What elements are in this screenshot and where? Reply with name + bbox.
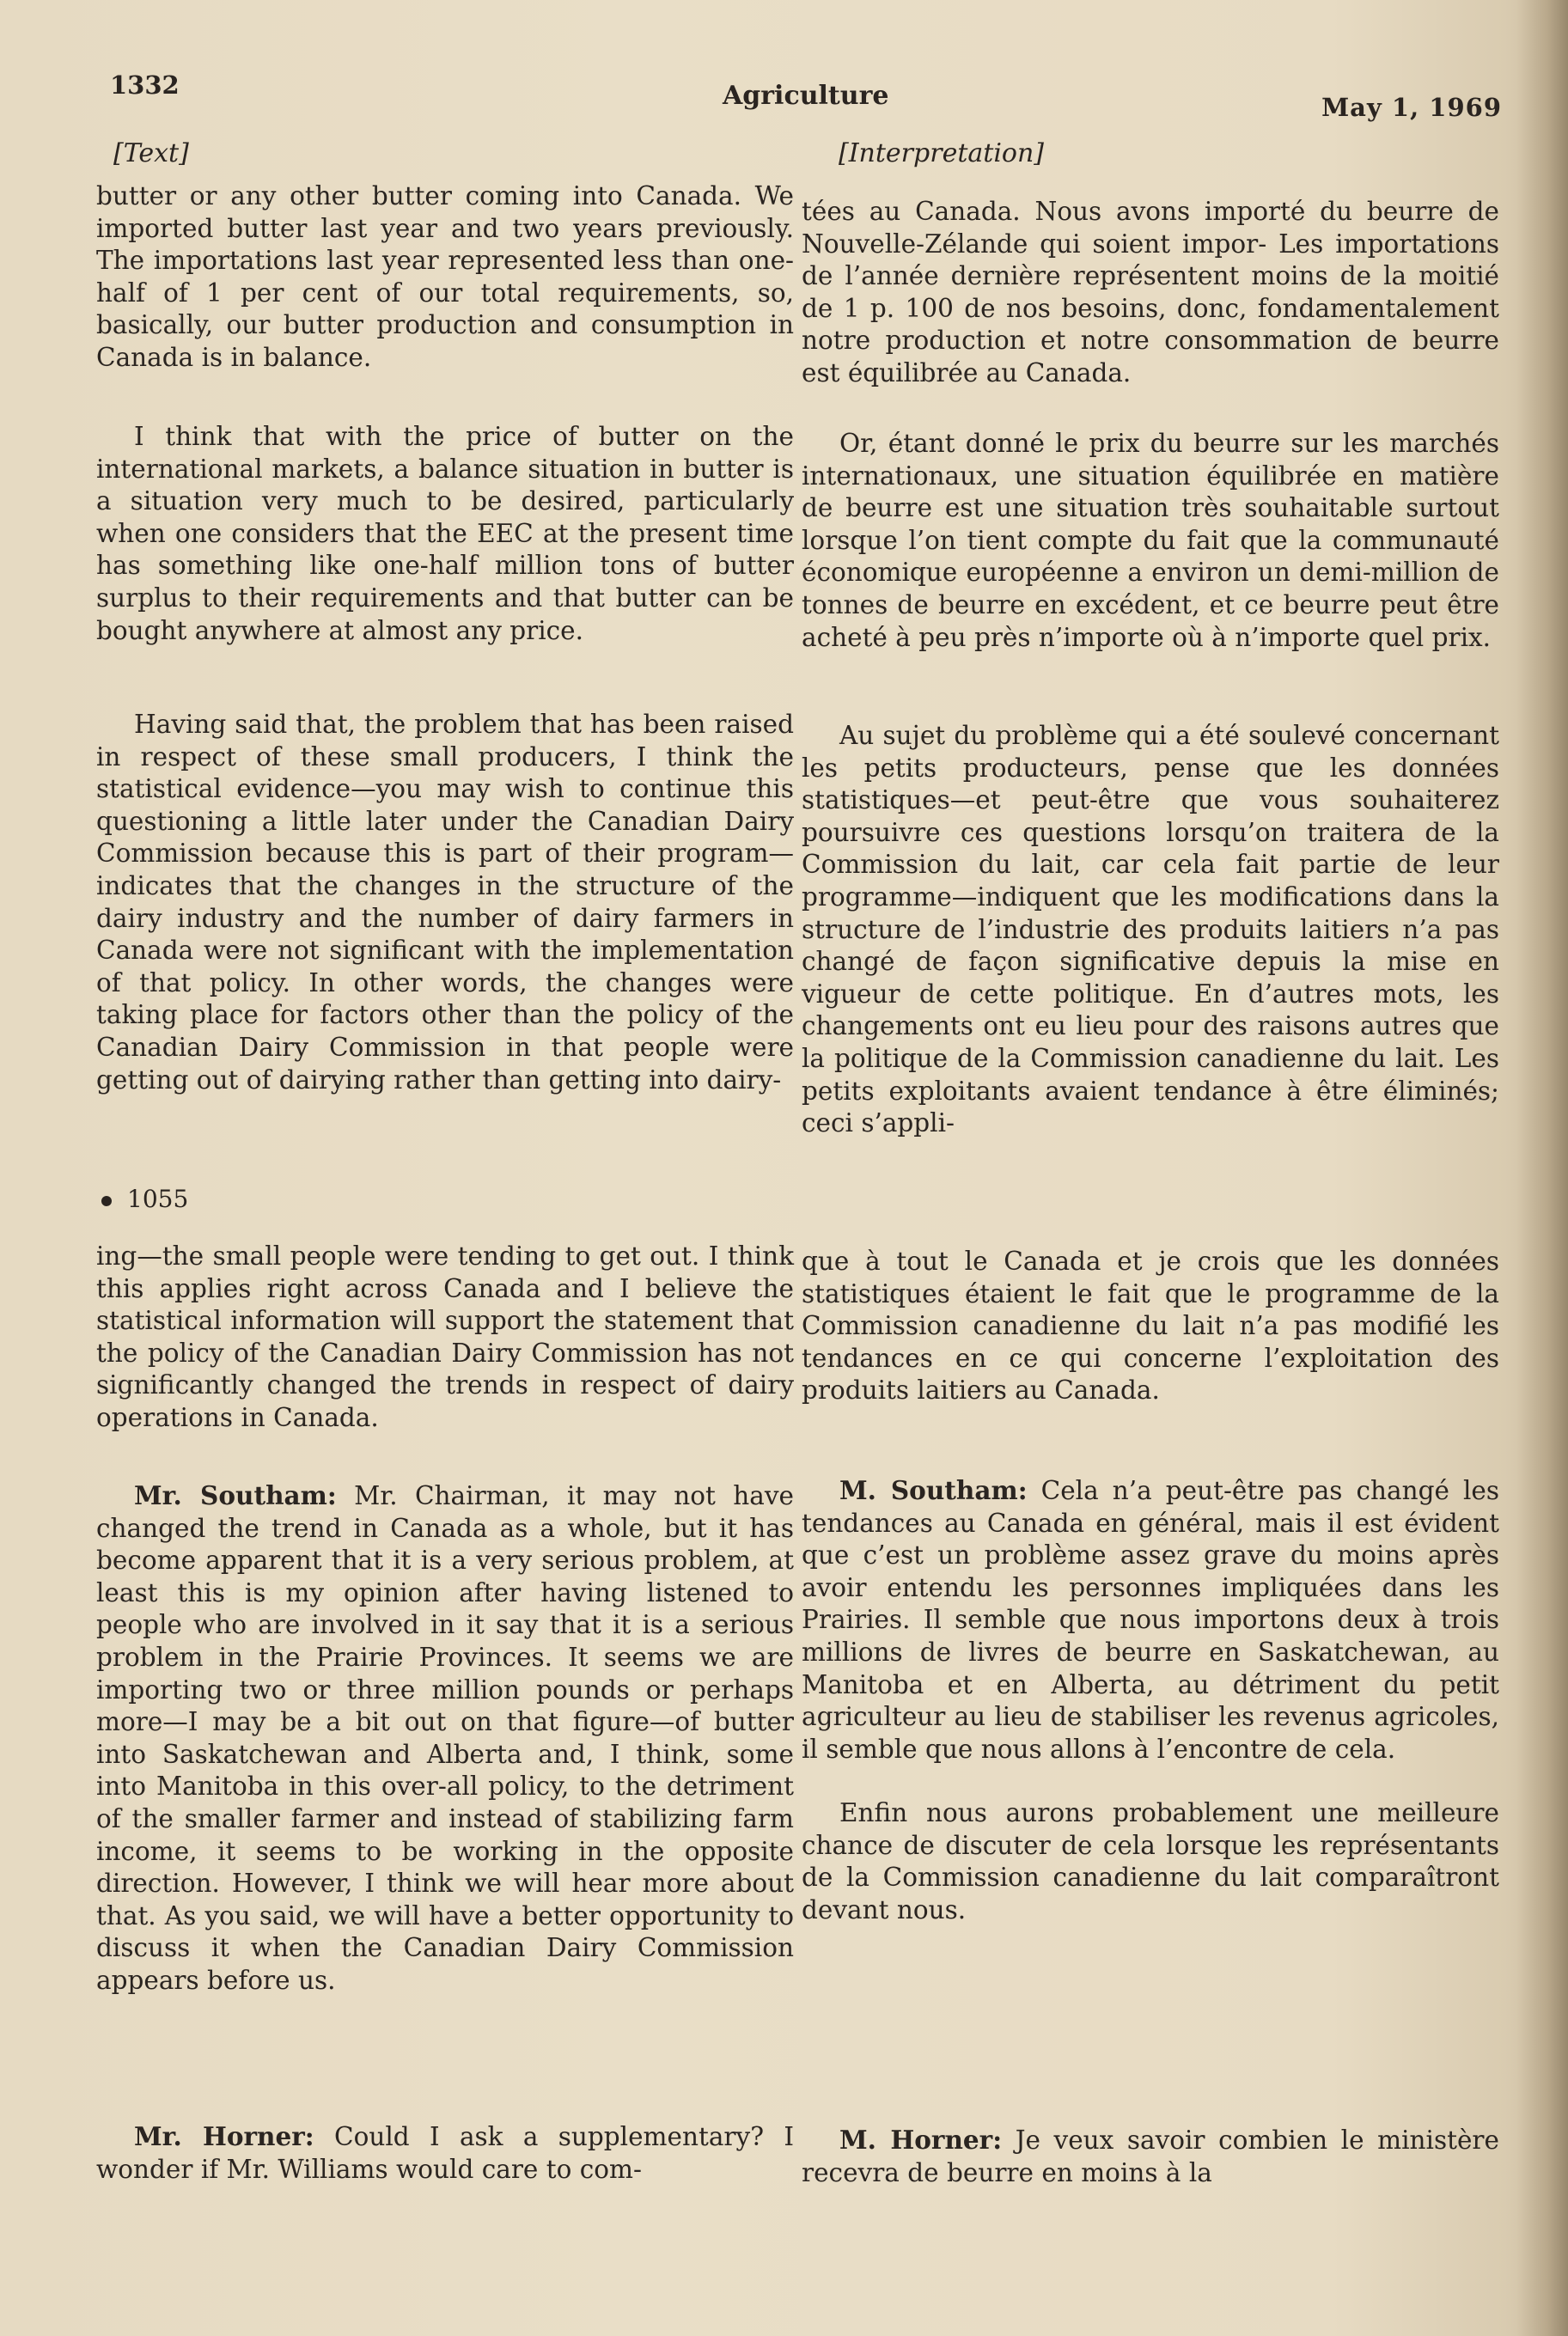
page-header (110, 62, 1502, 122)
section-title: Agriculture (723, 81, 889, 111)
time-marker-label: 1055 (127, 1185, 189, 1213)
book-spine-shadow (1516, 0, 1568, 2336)
page-number: 1332 (110, 70, 180, 100)
paragraph-2: Or, étant donné le prix du beurre sur les marchés internationaux, une situation équilibrée en matière de beurre est une situation très souhaitable surtout lorsque l’on tient compte du fait que la communauté économique européenne a environ un demi-million de tonnes de beurre en excédent, et ce beurre peut être acheté à peu près n’importe où à n’importe quel prix. (802, 429, 1499, 652)
english-column (96, 137, 794, 2184)
paragraph-2: I think that with the price of butter on the international markets, a balance situation in butter is a situation very much to be desired, particularly when one considers that the EEC at the present time has something like one-half million tons of butter surplus to their requirements and that butter can be bought anywhere at almost any price. (96, 422, 794, 645)
speech-text: Cela n’a peut-être pas changé les tendances au Canada en général, mais il est évident que c’est un problème assez grave du moins après avoir entendu les personnes impliquées dans les Prairies. Il semble que nous importons deux à trois millions de livres de beurre en Saskatchewan, au Manitoba et en Alberta, au détriment du petit agriculteur au lieu de stabiliser les revenus agricoles, il semble que nous allons à l’encontre de cela. (802, 1476, 1499, 1764)
bullet-icon (101, 1196, 112, 1206)
speech-text: Could I ask a supplementary? I wonder if Mr. Williams would care to com- (96, 2122, 794, 2184)
paragraph-1: butter or any other butter coming into Canada. We imported butter last year and two years previously. The importations last year represented less than one-half of 1 per cent of our total requirements, so, basically, our butter production and consumption in Canada is in balance. (96, 181, 794, 372)
paragraph-1: tées au Canada. Nous avons importé du beurre de Nouvelle-Zélande qui soient impor- Les importations de l’année dernière représentent moins de la moitié de 1 p. 100 de nos besoins, donc, fondamentalement notre production et notre consommation de beurre est équilibrée au Canada. (802, 197, 1499, 387)
page-date: May 1, 1969 (1321, 93, 1502, 122)
paragraph-horner (96, 2120, 794, 2186)
speaker-name: Mr. Southam: (134, 1480, 337, 1510)
speaker-name: M. Horner: (839, 2125, 1003, 2155)
paragraph-southam (96, 1479, 794, 1997)
speech-text: Je veux savoir combien le ministère recevra de beurre en moins à la (802, 2126, 1499, 2187)
column-label-interpretation: [Interpretation] (839, 138, 1045, 168)
french-column (802, 137, 1499, 2187)
speech-text: Mr. Chairman, it may not have changed the trend in Canada as a whole, but it has become apparent that it is a very serious problem, at least this is my opinion after having listened to people who are involved in it say that it is a serious problem in the Prairie Provinces. It seems we are importing two or three million pounds or perhaps more—I may be a bit out on that figure—of butter into Saskatchewan and Alberta and, I think, some into Manitoba in this over-all policy, to the detriment of the smaller farmer and instead of stabilizing farm income, it seems to be working in the opposite direction. However, I think we will hear more about that. As you said, we will have a better opportunity to discuss it when the Canadian Dairy Commission appears before us. (96, 1481, 794, 1995)
paragraph-4: ing—the small people were tending to get out. I think this applies right across Canada and I believe the statistical information will support the statement that the policy of the Canadian Dairy Commission has not significantly changed the trends in respect of dairy operations in Canada. (96, 1241, 794, 1432)
paragraph-3: Having said that, the problem that has been raised in respect of these small producers, I think the statistical evidence—you may wish to continue this questioning a little later under the Canadian Dairy Commission because this is part of their program—indicates that the changes in the structure of the dairy industry and the number of dairy farmers in Canada were not significant with the implementation of that policy. In other words, the changes were taking place for factors other than the policy of the Canadian Dairy Commission in that people were getting out of dairying rather than getting into dairy- (96, 710, 794, 1095)
speaker-name: M. Southam: (839, 1475, 1028, 1505)
paragraph-horner (802, 2124, 1499, 2189)
column-label-text: [Text] (113, 138, 189, 168)
time-marker (96, 1184, 794, 1215)
paragraph-3: Au sujet du problème qui a été soulevé concernant les petits producteurs, pense que les données statistiques—et peut-être que vous souhaiterez poursuivre ces questions lorsqu’on traitera de la Commission du lait, car cela fait partie de leur programme—indiquent que les modifications dans la structure de l’industrie des produits laitiers n’a pas changé de façon significative depuis la mise en vigueur de cette politique. En d’autres mots, les changements ont eu lieu pour des raisons autres que la politique de la Commission canadienne du lait. Les petits exploitants avaient tendance à être éliminés; ceci s’appli- (802, 721, 1499, 1138)
speaker-name: Mr. Horner: (134, 2121, 314, 2151)
paragraph-southam (802, 1474, 1499, 1766)
paragraph-5: Enfin nous aurons probablement une meilleure chance de discuter de cela lorsque les représentants de la Commission canadienne du lait comparaîtront devant nous. (802, 1798, 1499, 1924)
paragraph-4: que à tout le Canada et je crois que les données statistiques étaient le fait que le programme de la Commission canadienne du lait n’a pas modifié les tendances en ce qui concerne l’exploitation des produits laitiers au Canada. (802, 1247, 1499, 1406)
